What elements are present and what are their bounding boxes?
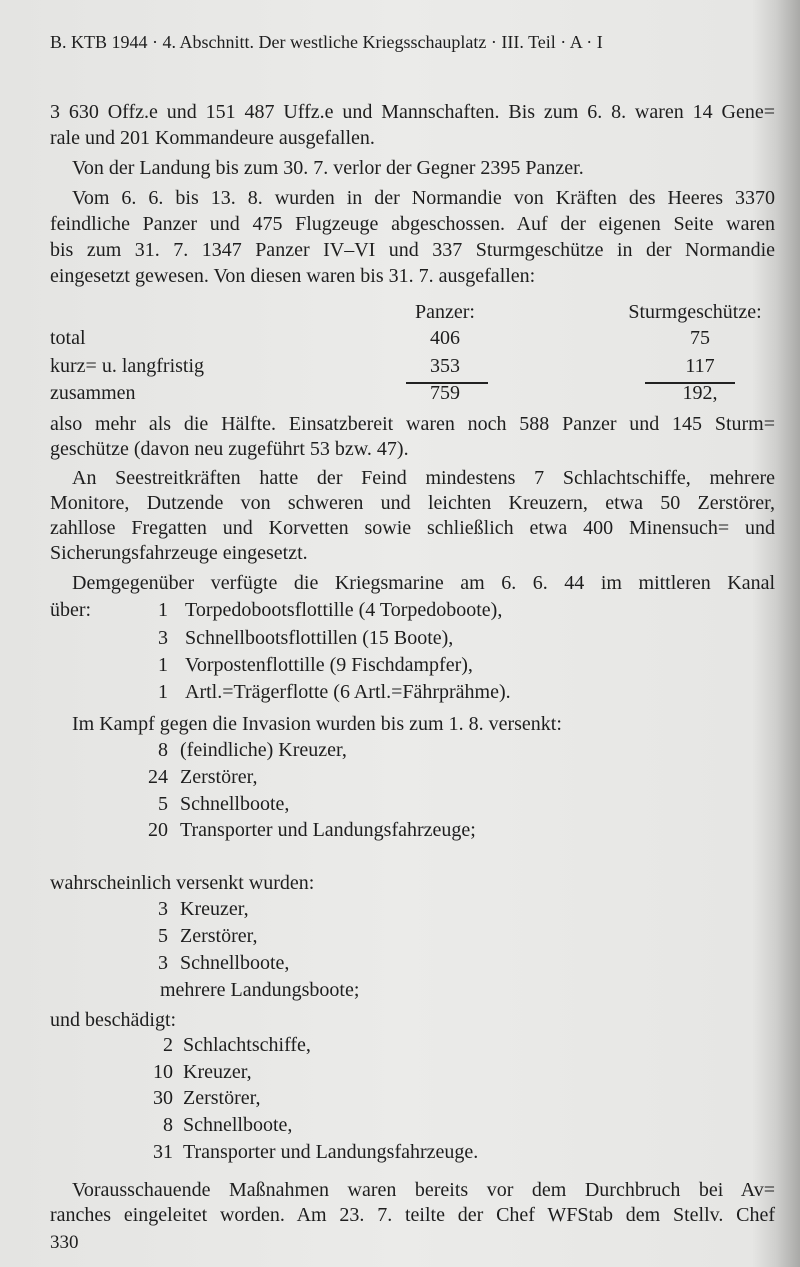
list-item: Schnellbootsflottillen (15 Boote), [185, 627, 454, 649]
paragraph-sunk: Im Kampf gegen die Invasion wurden bis zum 1. 8. versenkt: [72, 713, 562, 735]
text-line: Vom 6. 6. bis 13. 8. wurden in der Normandie von Kräften des Heeres 3370 [72, 187, 775, 209]
list-number: 5 [158, 793, 168, 815]
list-item: Kreuzer, [180, 898, 249, 920]
list-number: 31 [153, 1141, 173, 1163]
text-line: zahllose Fregatten und Korvetten sowie schließlich etwa 400 Minensuch= und [50, 517, 775, 539]
text-line: An Seestreitkräften hatte der Feind mindestens 7 Schlachtschiffe, mehrere [72, 467, 775, 489]
text-line: über: [50, 599, 92, 621]
row-label: kurz= u. langfristig [50, 355, 205, 377]
list-item: Transporter und Landungsfahrzeuge; [180, 819, 476, 841]
list-item: (feindliche) Kreuzer, [180, 739, 347, 761]
list-item: Schnellboote, [183, 1114, 293, 1136]
list-item: Schnellboote, [180, 793, 290, 815]
list-item: Torpedobootsflottille (4 Torpedoboote), [185, 599, 503, 621]
list-item: Artl.=Trägerflotte (6 Artl.=Fährprähme). [185, 681, 511, 703]
row-label: zusammen [50, 382, 136, 404]
text-line: rale und 201 Kommandeure ausgefallen. [50, 127, 375, 149]
list-item: mehrere Landungsboote; [160, 979, 360, 1001]
text-line: Sicherungsfahrzeuge eingesetzt. [50, 542, 308, 564]
row-label: total [50, 327, 86, 349]
list-number: 20 [148, 819, 168, 841]
list-number: 30 [153, 1087, 173, 1109]
list-number: 3 [158, 898, 168, 920]
cell-sturm: 117 [685, 355, 715, 377]
header-sturmgeschuetze: Sturmgeschütze: [628, 301, 762, 323]
list-number: 3 [158, 627, 168, 649]
list-item: Schnellboote, [180, 952, 290, 974]
paragraph-damaged: und beschädigt: [50, 1009, 177, 1031]
text-line: Demgegenüber verfügte die Kriegsmarine am 6. 6. 44 im mittleren Kanal [72, 572, 775, 594]
list-number: 1 [158, 599, 168, 621]
paragraph-probably-sunk: wahrscheinlich versenkt wurden: [50, 872, 315, 894]
list-item: Schlachtschiffe, [183, 1034, 311, 1056]
text-line: also mehr als die Hälfte. Einsatzbereit waren noch 588 Panzer und 145 Sturm= [50, 413, 775, 435]
text-line: geschütze (davon neu zugeführt 53 bzw. 47). [50, 438, 409, 460]
header-panzer: Panzer: [415, 301, 475, 323]
list-number: 2 [163, 1034, 173, 1056]
paragraph-enemy-tanks: Von der Landung bis zum 30. 7. verlor der Gegner 2395 Panzer. [72, 157, 584, 179]
list-number: 8 [158, 739, 168, 761]
text-line: Monitore, Dutzende von schweren und leichten Kreuzern, etwa 50 Zerstörer, [50, 492, 775, 514]
list-item: Transporter und Landungsfahrzeuge. [183, 1141, 479, 1163]
cell-panzer: 353 [430, 355, 460, 377]
list-number: 1 [158, 681, 168, 703]
list-number: 3 [158, 952, 168, 974]
text-line: bis zum 31. 7. 1347 Panzer IV–VI und 337 Sturmgeschütze in der Normandie [50, 239, 775, 261]
list-item: Zerstörer, [183, 1087, 261, 1109]
page-number: 330 [50, 1232, 79, 1253]
text-line: eingesetzt gewesen. Von diesen waren bis 31. 7. ausgefallen: [50, 265, 536, 287]
text-line: 3 630 Offz.e und 151 487 Uffz.e und Mannschaften. Bis zum 6. 8. waren 14 Gene= [50, 101, 775, 123]
cell-panzer: 759 [430, 382, 460, 404]
list-item: Zerstörer, [180, 925, 258, 947]
list-number: 1 [158, 654, 168, 676]
text-line: Vorausschauende Maßnahmen waren bereits vor dem Durchbruch bei Av= [72, 1179, 775, 1201]
cell-sturm: 192, [682, 382, 718, 404]
list-number: 5 [158, 925, 168, 947]
cell-panzer: 406 [430, 327, 460, 349]
list-item: Kreuzer, [183, 1061, 252, 1083]
list-number: 8 [163, 1114, 173, 1136]
list-number: 10 [153, 1061, 173, 1083]
text-line: ranches eingeleitet worden. Am 23. 7. teilte der Chef WFStab dem Stellv. Chef [50, 1204, 775, 1226]
text-line: feindliche Panzer und 475 Flugzeuge abgeschossen. Auf der eigenen Seite waren [50, 213, 775, 235]
list-item: Vorpostenflottille (9 Fischdampfer), [185, 654, 473, 676]
list-number: 24 [148, 766, 168, 788]
list-item: Zerstörer, [180, 766, 258, 788]
cell-sturm: 75 [690, 327, 710, 349]
running-header: B. KTB 1944 · 4. Abschnitt. Der westliche Kriegsschauplatz · III. Teil · A · I [50, 32, 603, 52]
